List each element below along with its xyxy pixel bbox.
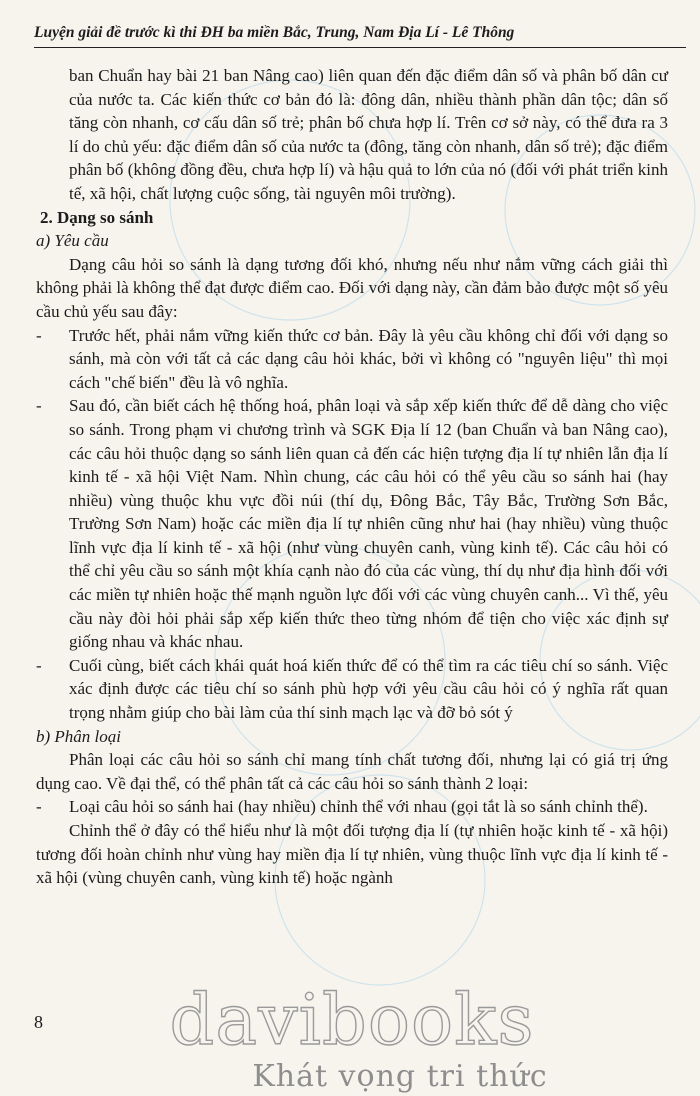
bullet-text-2: Sau đó, cần biết cách hệ thống hoá, phân loại và sắp xếp kiến thức để dễ dàng cho việc so sánh. Trong phạm vi chương trình và SGK Địa lí 12 (ban Chuẩn và ban Nâng cao), các câu hỏi thuộc dạng so sánh liên quan cả đến các hiện tượng địa lí tự nhiên lẫn địa lí kinh tế - xã hội Việt Nam. Nhìn chung, các câu hỏi có thể yêu cầu so sánh hai (hay nhiều) vùng thuộc khu vực đồi núi (thí dụ, Đông Bắc, Tây Bắc, Trường Sơn Bắc, Trường Sơn Nam) hoặc các miền địa lí tự nhiên cũng như hai (hay nhiều) vùng thuộc lĩnh vực địa lí kinh tế - xã hội (như vùng chuyên canh, vùng kinh tế). Các câu hỏi có thể chỉ yêu cầu so sánh một khía cạnh nào đó của các vùng, thí dụ như địa hình đối với các miền tự nhiên hoặc thế mạnh nguồn lực đối với các vùng chuyên canh... Vì thế, yêu cầu này đòi hỏi phải sắp xếp kiến thức theo từng nhóm để tiện cho việc xác định sự giống nhau và khác nhau. [69,396,668,652]
running-header: Luyện giải đề trước kì thi ĐH ba miền Bắc, Trung, Nam Địa Lí - Lê Thông [34,24,515,41]
paragraph-b: Phân loại các câu hỏi so sánh chỉ mang tính chất tương đối, nhưng lại có giá trị ứng dụng cao. Về đại thể, có thể phân tất cả các câu hỏi so sánh thành 2 loại: [36,750,668,793]
intro-paragraph: ban Chuẩn hay bài 21 ban Nâng cao) liên quan đến đặc điểm dân số và phân bố dân cư của nước ta. Các kiến thức cơ bản đó là: đông dân, nhiều thành phần dân tộc; dân số tăng còn nhanh, cơ cấu dân số trẻ; phân bố chưa hợp lí. Trên cơ sở này, có thể đưa ra 3 lí do chủ yếu: đặc điểm dân số của nước ta (đông, tăng còn nhanh, dân số trẻ); đặc điểm phân bố (không đồng đều, chưa hợp lí) và hậu quả to lớn của nó (đối với phát triển kinh tế, xã hội, chất lượng cuộc sống, tài nguyên môi trường). [69,66,668,203]
bullet-item-3 [36,654,668,725]
bullet-dash: - [36,325,42,345]
paragraph-a: Dạng câu hỏi so sánh là dạng tương đối khó, nhưng nếu như nắm vững cách giải thì không phải là không thể đạt được điểm cao. Đối với dạng này, cần đảm bảo được một số yêu cầu chủ yếu sau đây: [36,254,668,321]
bullet-dash: - [36,396,42,416]
subheading-b: b) Phân loại [36,726,121,746]
publisher-tagline: Khát vọng tri thức [252,1059,548,1094]
bullet-text-1: Trước hết, phải nắm vững kiến thức cơ bản. Đây là yêu cầu không chỉ đối với dạng so sánh, mà còn với tất cả các dạng câu hỏi khác, bởi vì không có "nguyên liệu" thì mọi cách "chế biến" đều là vô nghĩa. [69,325,668,392]
bullet-text-3: Cuối cùng, biết cách khái quát hoá kiến thức để có thể tìm ra các tiêu chí so sánh. Việc xác định được các tiêu chí so sánh phù hợp với yêu cầu câu hỏi có ý nghĩa rất quan trọng nhằm giúp cho bài làm của thí sinh mạch lạc và đỡ bỏ sót ý [69,655,668,723]
bullet-item-4 [36,795,668,819]
page-body [36,64,668,890]
header-divider [34,47,686,48]
paragraph-c: Chỉnh thể ở đây có thể hiểu như là một đối tượng địa lí (tự nhiên hoặc kinh tế - xã hội) tương đối hoàn chỉnh như vùng hay miền địa lí tự nhiên, vùng thuộc lĩnh vực địa lí kinh tế - xã hội (vùng chuyên canh, vùng kinh tế) hoặc ngành [36,821,668,888]
publisher-logo: davibooks [169,979,535,1061]
section-heading: 2. Dạng so sánh [40,207,154,227]
bullet-item-1 [36,324,668,395]
bullet-dash: - [36,655,42,675]
bullet-text-4: Loại câu hỏi so sánh hai (hay nhiều) chỉnh thể với nhau (gọi tắt là so sánh chỉnh thể). [69,797,648,817]
bullet-dash: - [36,797,42,817]
bullet-item-2 [36,394,668,654]
subheading-a: a) Yêu cầu [36,231,109,251]
page-number: 8 [34,1012,43,1032]
